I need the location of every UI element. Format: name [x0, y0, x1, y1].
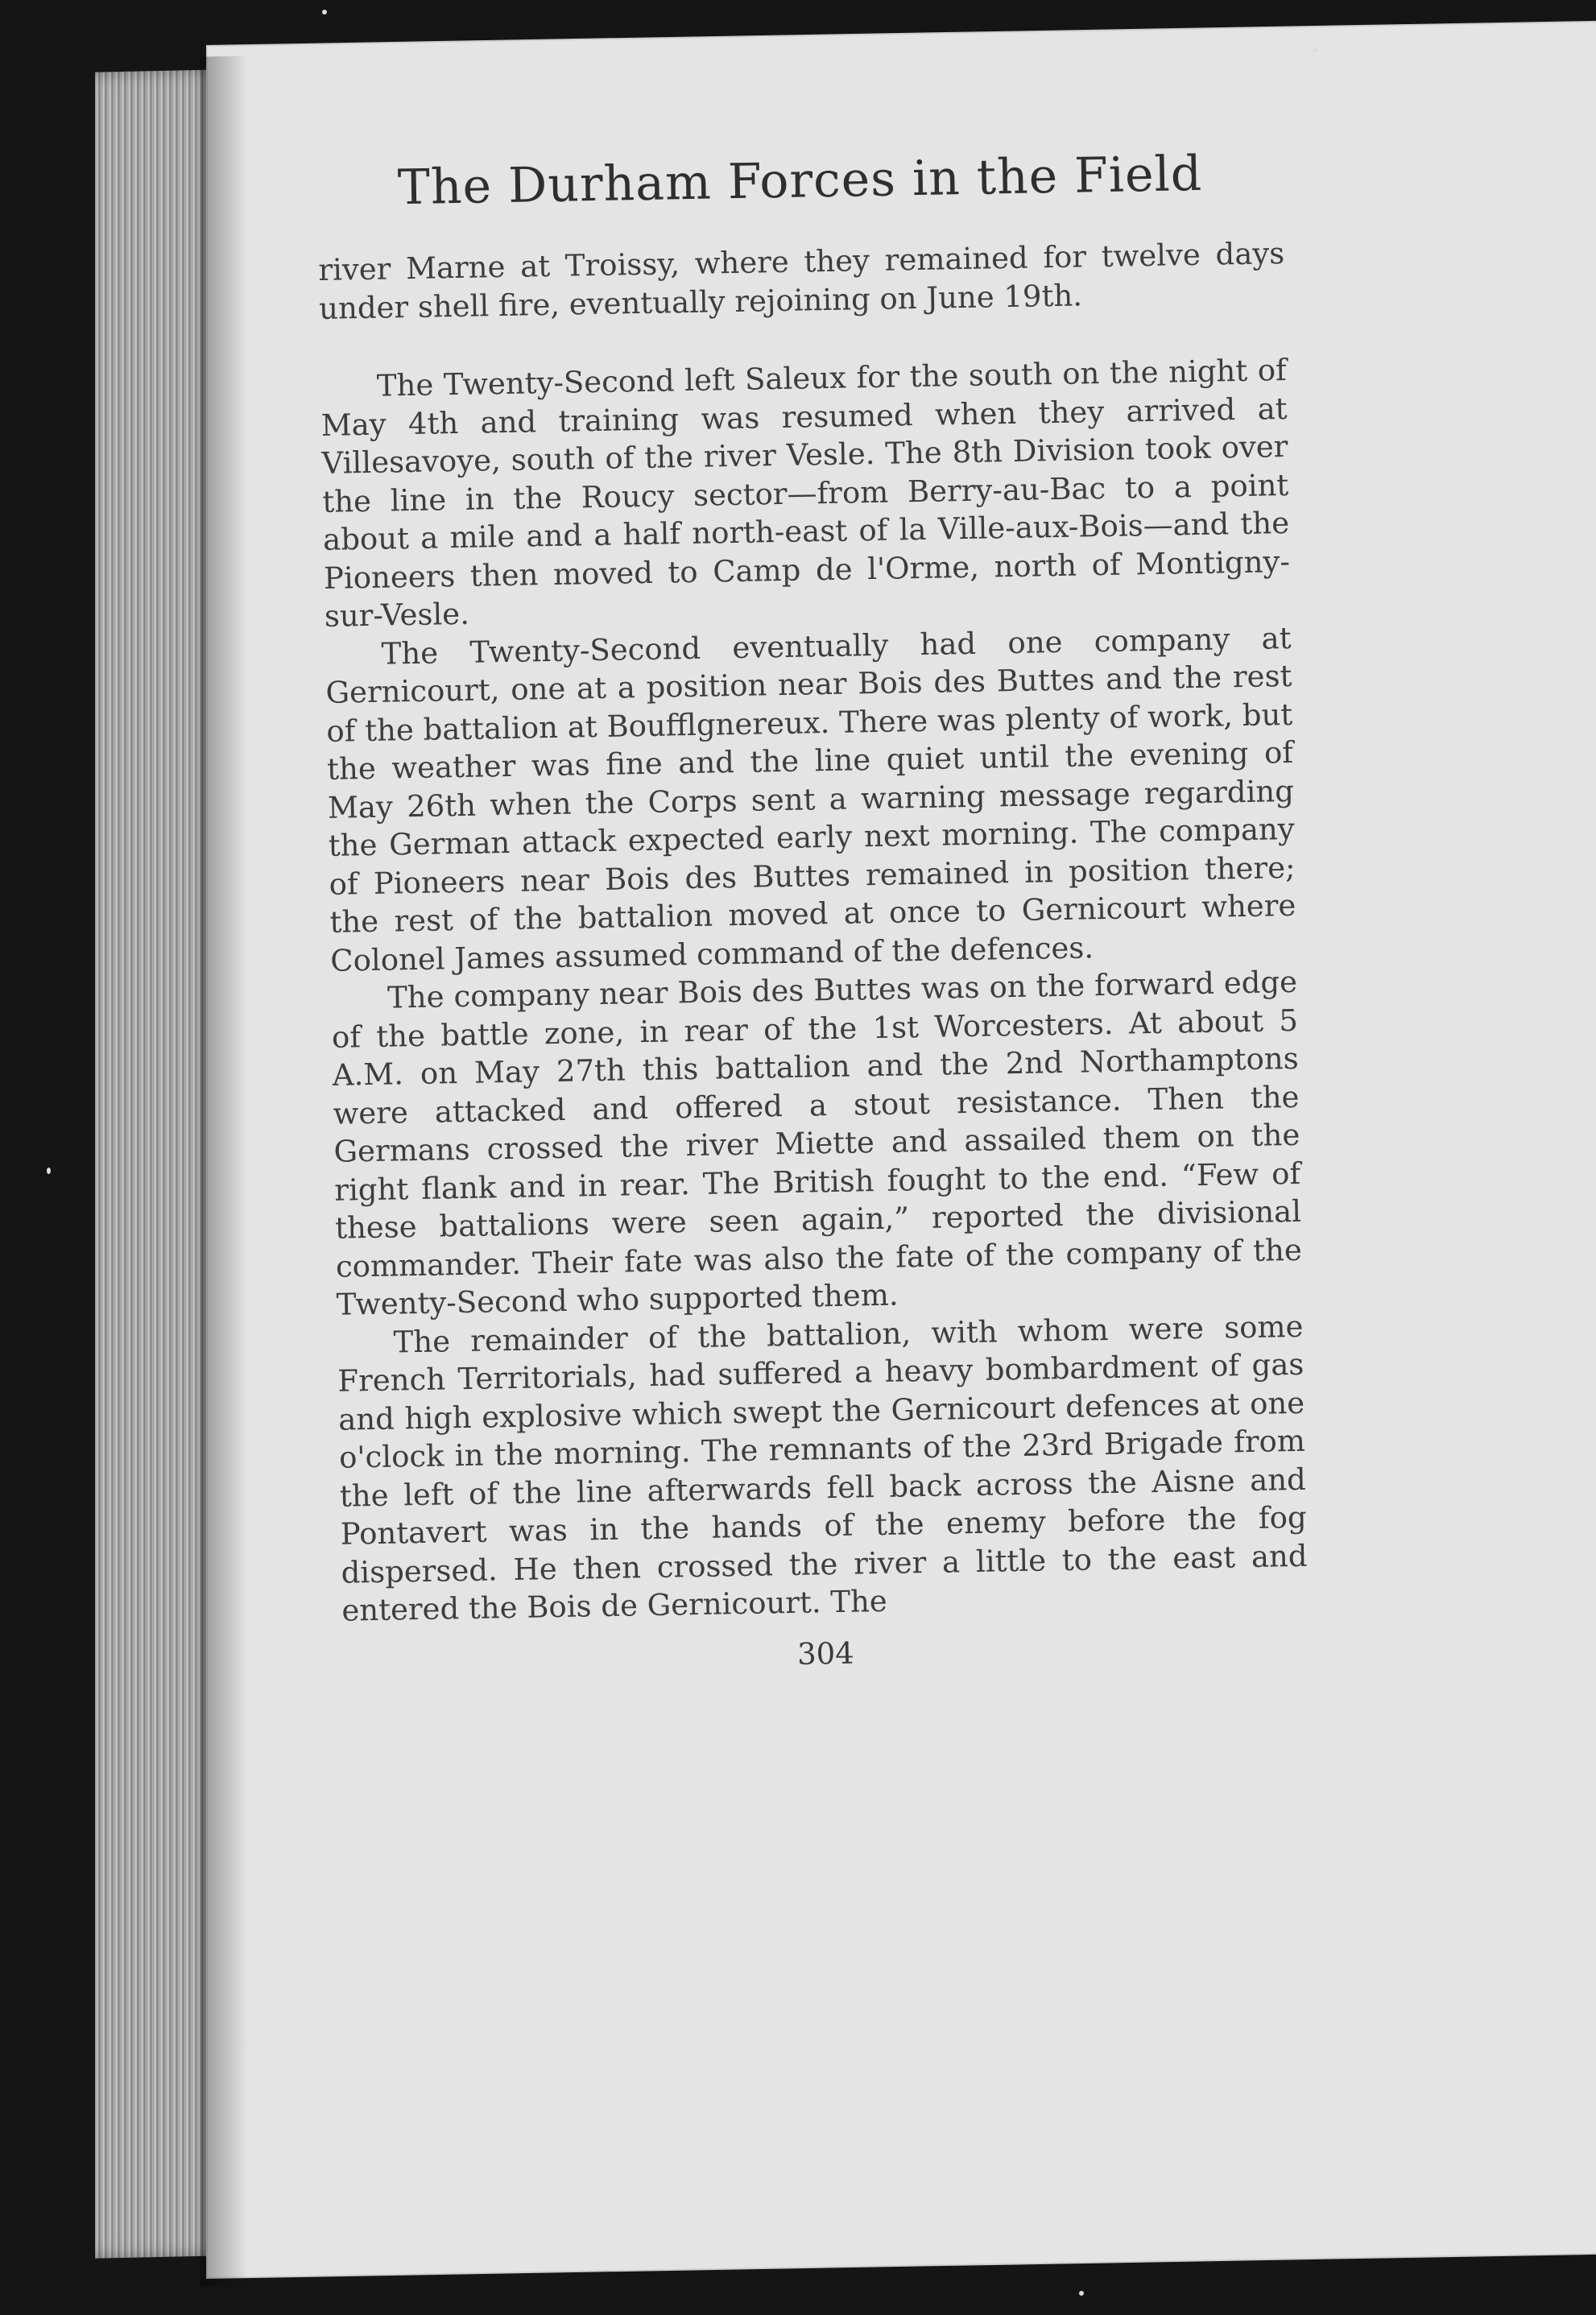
dust-speck [1079, 2291, 1084, 2296]
page-content [316, 144, 1309, 1679]
dust-speck [47, 1168, 51, 1174]
paragraph: The Twenty-Second left Saleux for the south on the night of May 4th and training was resumed when they arrived at Villesavoye, south of the river Vesle. The 8th Division took over the line in the Roucy sector—from Berry-au-Bac to a point about a mile and a half north-east of la Ville-aux-Bois—and the Pioneers then moved to Camp de l'Orme, north of Montigny-sur-Vesle. [320, 353, 1291, 634]
page-number: 304 [796, 1635, 855, 1672]
paragraph: The Twenty-Second eventually had one company at Gernicourt, one at a position near Bois des Buttes and the rest of the battalion at Boufflgnereux. There was plenty of work, but the weather was fine and the line quiet until the evening of May 26th when the Corps sent a warning message regarding the German attack expected early next morning. The company of Pioneers near Bois des Buttes remained in position there; the rest of the battalion moved at once to Gernicourt where Colonel James assumed command of the defences. [325, 620, 1296, 978]
dust-speck [322, 10, 327, 14]
paragraph: The remainder of the battalion, with whom were some French Territorials, had suffered a heavy bombardment of gas and high explosive which swept the Gernicourt defences at one o'clock in the morning. The remnants of the 23rd Brigade from the left of the line afterwards fell back across the Aisne and Pontavert was in the hands of the enemy before the fog dispersed. He then crossed the river a little to the east and entered the Bois de Gernicourt. The [337, 1308, 1308, 1628]
paragraph-continuation: river Marne at Troissy, where they remained for twelve days under shell fire, eventually rejoining on June 19th. [317, 236, 1285, 326]
gutter-shadow [200, 56, 248, 2287]
paragraph: The company near Bois des Buttes was on the forward edge of the battle zone, in rear of the 1st Worcesters. At about 5 A.M. on May 27th this battalion and the 2nd Northamptons were attacked and offered a stout resistance. Then the Germans crossed the river Miette and assailed them on the right flank and in rear. The British fought to the end. “Few of these battalions were seen again,” reported the divisional commander. Their fate was also the fate of the company of the Twenty-Second who supported them. [331, 964, 1303, 1322]
running-head: The Durham Forces in the Field [397, 145, 1203, 217]
dust-speck [1313, 48, 1318, 52]
